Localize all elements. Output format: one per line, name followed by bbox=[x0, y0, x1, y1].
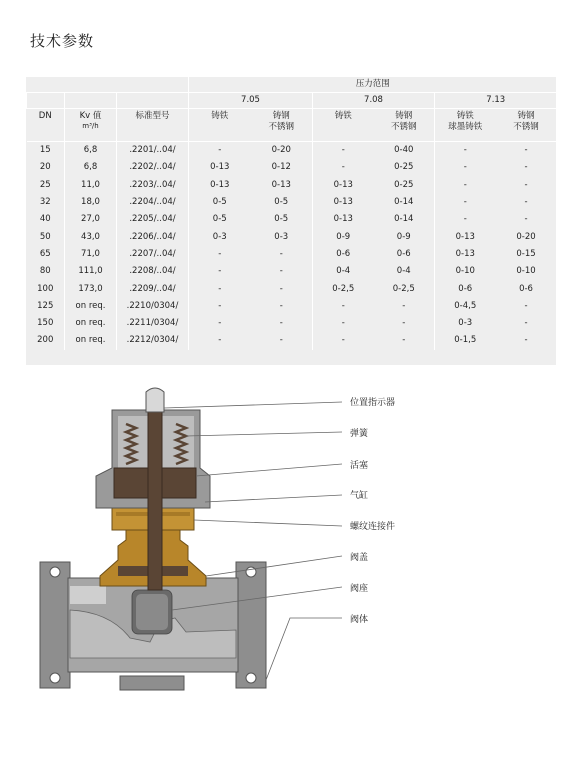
table-cell: - bbox=[313, 298, 374, 315]
table-cell: 18,0 bbox=[65, 194, 117, 211]
col-header-model: 标准型号 bbox=[117, 109, 189, 142]
table-cell: 0-12 bbox=[271, 162, 291, 173]
table-cell: - bbox=[524, 162, 528, 173]
table-cell: 0-6 bbox=[396, 248, 411, 259]
table-cell: 150 bbox=[37, 318, 54, 329]
table-cell: - bbox=[435, 159, 496, 176]
table-cell: 15 bbox=[39, 145, 51, 156]
table-cell: - bbox=[279, 248, 283, 259]
table-cell: - bbox=[279, 300, 283, 311]
table-cell: 25 bbox=[39, 179, 51, 190]
table-cell: 0-13 bbox=[271, 179, 291, 190]
label-position-indicator: 位置指示器 bbox=[350, 398, 396, 408]
table-cell: 65 bbox=[39, 248, 51, 259]
table-cell: .2207/..04/ bbox=[117, 246, 189, 263]
table-cell: - bbox=[313, 332, 374, 349]
table-cell: .2210/0304/ bbox=[117, 298, 189, 315]
table-cell: - bbox=[189, 298, 251, 315]
table-cell: 200 bbox=[37, 335, 54, 346]
col-header-kv bbox=[65, 109, 117, 142]
table-row bbox=[27, 194, 557, 211]
sub-header: 铸铁 bbox=[313, 109, 374, 142]
kv-label: Kv 值 bbox=[79, 111, 102, 121]
table-cell: 0-13 bbox=[189, 177, 251, 194]
table-cell: - bbox=[313, 315, 374, 332]
table-cell: .2203/..04/ bbox=[117, 177, 189, 194]
table-cell: - bbox=[524, 335, 528, 346]
table-cell: - bbox=[313, 159, 374, 176]
table-cell: 0-6 bbox=[435, 280, 496, 297]
position-indicator bbox=[146, 388, 164, 412]
table-cell: - bbox=[524, 214, 528, 225]
table-cell: - bbox=[524, 318, 528, 329]
table-cell: on req. bbox=[65, 298, 117, 315]
table-row bbox=[27, 159, 557, 176]
table-cell: - bbox=[279, 266, 283, 277]
table-row bbox=[27, 280, 557, 297]
table-row bbox=[27, 315, 557, 332]
table-row bbox=[27, 228, 557, 245]
table-cell: - bbox=[189, 280, 251, 297]
table-cell: 40 bbox=[39, 214, 51, 225]
kv-unit: m³/h bbox=[82, 122, 99, 130]
table-cell: - bbox=[435, 194, 496, 211]
table-cell: - bbox=[402, 335, 406, 346]
table-cell: .2208/..04/ bbox=[117, 263, 189, 280]
table-cell: .2212/0304/ bbox=[117, 332, 189, 349]
table-cell: - bbox=[189, 332, 251, 349]
table-cell: 0-4 bbox=[396, 266, 411, 277]
table-cell: - bbox=[435, 211, 496, 228]
table-cell: on req. bbox=[65, 332, 117, 349]
table-cell: .2211/0304/ bbox=[117, 315, 189, 332]
table-cell: - bbox=[279, 335, 283, 346]
sub-header: 铸钢 不锈钢 bbox=[496, 109, 557, 142]
valve-stem bbox=[148, 410, 162, 590]
table-cell: - bbox=[435, 142, 496, 160]
table-cell: 0-14 bbox=[394, 214, 414, 225]
sub-header: 铸铁 球墨铸铁 bbox=[435, 109, 496, 142]
table-cell: 0-3 bbox=[189, 228, 251, 245]
table-cell: .2209/..04/ bbox=[117, 280, 189, 297]
table-row bbox=[27, 177, 557, 194]
table-cell: 71,0 bbox=[65, 246, 117, 263]
table-cell: - bbox=[189, 315, 251, 332]
table-cell: 80 bbox=[39, 266, 51, 277]
table-row bbox=[27, 332, 557, 349]
table-cell: on req. bbox=[65, 315, 117, 332]
table-cell: - bbox=[524, 300, 528, 311]
table-cell: 0-6 bbox=[313, 246, 374, 263]
table-cell: 0-5 bbox=[274, 197, 289, 208]
table-cell: 0-1,5 bbox=[435, 332, 496, 349]
table-cell: 27,0 bbox=[65, 211, 117, 228]
table-row bbox=[27, 142, 557, 160]
table-cell: 0-13 bbox=[189, 159, 251, 176]
group-header: 7.08 bbox=[313, 93, 435, 109]
table-cell: 0-10 bbox=[435, 263, 496, 280]
pressure-range-header: 压力范围 bbox=[189, 77, 557, 93]
label-body: 阀体 bbox=[350, 615, 369, 625]
table-cell: 0-13 bbox=[435, 246, 496, 263]
table-cell: 173,0 bbox=[65, 280, 117, 297]
table-row bbox=[27, 263, 557, 280]
table-cell: - bbox=[524, 179, 528, 190]
table-cell: .2202/..04/ bbox=[117, 159, 189, 176]
table-cell: 0-20 bbox=[271, 145, 291, 156]
sub-header: 铸铁 bbox=[189, 109, 251, 142]
table-cell: .2201/..04/ bbox=[117, 142, 189, 160]
table-cell: 0-5 bbox=[189, 194, 251, 211]
table-cell: 0-2,5 bbox=[392, 283, 415, 294]
table-cell: 0-5 bbox=[274, 214, 289, 225]
sub-header: 铸钢 不锈钢 bbox=[251, 109, 313, 142]
label-cylinder: 气缸 bbox=[350, 491, 369, 501]
table-cell: 0-3 bbox=[435, 315, 496, 332]
table-cell: 50 bbox=[39, 231, 51, 242]
table-cell: 0-5 bbox=[189, 211, 251, 228]
table-cell: 0-25 bbox=[394, 179, 414, 190]
table-cell: .2204/..04/ bbox=[117, 194, 189, 211]
table-cell: 0-4 bbox=[313, 263, 374, 280]
table-cell: 0-40 bbox=[394, 145, 414, 156]
table-cell: 0-13 bbox=[313, 211, 374, 228]
table-cell: - bbox=[279, 283, 283, 294]
table-row bbox=[27, 246, 557, 263]
valve-cross-section-diagram bbox=[0, 380, 578, 762]
table-cell: 11,0 bbox=[65, 177, 117, 194]
table-cell: - bbox=[402, 300, 406, 311]
table-cell: 6,8 bbox=[65, 159, 117, 176]
pressure-range-table bbox=[26, 77, 557, 350]
table-cell: 0-14 bbox=[394, 197, 414, 208]
table-cell: - bbox=[524, 145, 528, 156]
table-cell: - bbox=[524, 197, 528, 208]
table-cell: 32 bbox=[39, 197, 51, 208]
table-cell: 0-9 bbox=[396, 231, 411, 242]
group-header: 7.05 bbox=[189, 93, 313, 109]
label-threaded-connector: 螺纹连接件 bbox=[350, 522, 396, 532]
table-cell: 100 bbox=[37, 283, 54, 294]
table-cell: 0-6 bbox=[519, 283, 533, 294]
label-spring: 弹簧 bbox=[350, 429, 369, 439]
table-row bbox=[27, 298, 557, 315]
table-cell: 0-2,5 bbox=[313, 280, 374, 297]
table-cell: 20 bbox=[39, 162, 51, 173]
table-cell: 0-9 bbox=[313, 228, 374, 245]
table-cell: 125 bbox=[37, 300, 54, 311]
table-cell: 0-25 bbox=[394, 162, 414, 173]
col-header-dn: DN bbox=[27, 109, 65, 142]
table-cell: - bbox=[313, 142, 374, 160]
table-cell: .2206/..04/ bbox=[117, 228, 189, 245]
label-seat: 阀座 bbox=[350, 584, 369, 594]
valve-seat bbox=[132, 590, 172, 634]
table-cell: - bbox=[279, 318, 283, 329]
page-title: 技术参数 bbox=[30, 32, 95, 50]
table-cell: 0-13 bbox=[313, 177, 374, 194]
table-cell: - bbox=[189, 142, 251, 160]
table-cell: - bbox=[189, 246, 251, 263]
table-cell: - bbox=[402, 318, 406, 329]
table-cell: 6,8 bbox=[65, 142, 117, 160]
spec-table bbox=[26, 77, 556, 365]
table-cell: 0-4,5 bbox=[435, 298, 496, 315]
table-cell: - bbox=[189, 263, 251, 280]
sub-header: 铸钢 不锈钢 bbox=[374, 109, 435, 142]
valve-illustration bbox=[0, 380, 578, 762]
label-bonnet: 阀盖 bbox=[350, 553, 369, 563]
table-cell: - bbox=[435, 177, 496, 194]
table-row bbox=[27, 211, 557, 228]
table-cell: 0-15 bbox=[516, 248, 536, 259]
table-cell: 43,0 bbox=[65, 228, 117, 245]
table-cell: .2205/..04/ bbox=[117, 211, 189, 228]
table-cell: 0-20 bbox=[516, 231, 536, 242]
label-piston: 活塞 bbox=[350, 461, 369, 471]
table-cell: 0-3 bbox=[274, 231, 289, 242]
table-cell: 0-10 bbox=[516, 266, 536, 277]
table-cell: 0-13 bbox=[313, 194, 374, 211]
table-cell: 0-13 bbox=[435, 228, 496, 245]
group-header: 7.13 bbox=[435, 93, 557, 109]
table-cell: 111,0 bbox=[65, 263, 117, 280]
